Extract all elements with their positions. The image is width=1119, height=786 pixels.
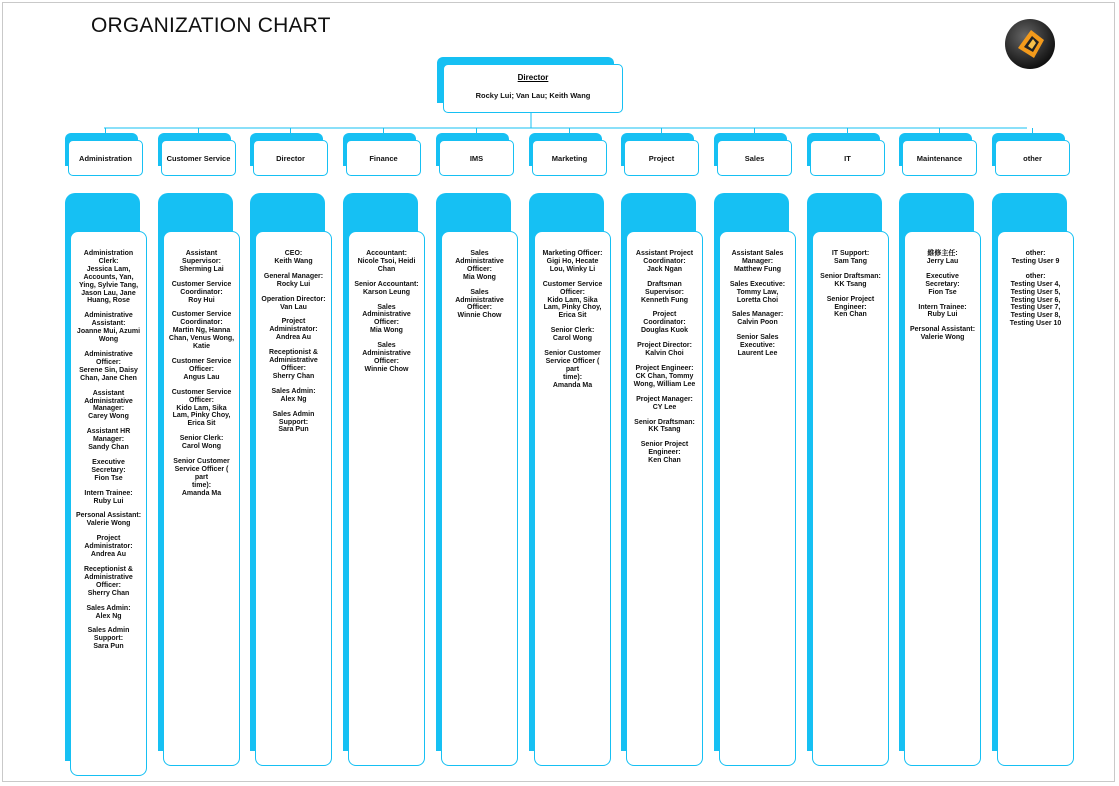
member-entry (909, 250, 976, 266)
member-entry (168, 458, 235, 498)
member-name: Sherming Lai (179, 265, 224, 273)
member-role: Personal Assistant: (909, 326, 976, 334)
member-entry (631, 342, 698, 358)
member-role: Intern Trainee: (84, 489, 133, 497)
member-name: Officer: (374, 319, 399, 327)
member-name: Huang, Rose (87, 297, 130, 305)
member-name: CK Chan, Tommy (635, 372, 694, 380)
member-name: Administrative (84, 573, 133, 581)
member-name: Officer: (189, 365, 214, 373)
member-role: Sales Executive: (729, 280, 786, 288)
member-entry (539, 327, 606, 343)
member-name: Angus Lau (183, 373, 220, 381)
member-name: Ruby Lui (927, 311, 958, 319)
member-entry (631, 419, 698, 435)
member-entry (75, 490, 142, 506)
member-name: Jessica Lam, (86, 265, 131, 273)
member-name: Valerie Wong (920, 334, 965, 342)
member-role: Senior Clerk: (179, 435, 224, 443)
member-entry (75, 428, 142, 452)
member-name: Support: (278, 418, 309, 426)
member-entry (909, 304, 976, 320)
member-name: Kenneth Fung (640, 296, 689, 304)
member-role: Intern Trainee: (918, 303, 967, 311)
member-entry (168, 358, 235, 382)
member-entry (909, 273, 976, 297)
member-entry (539, 350, 606, 390)
dept-header-label: Administration (79, 154, 132, 163)
member-name: Testing User 9 (1011, 257, 1060, 265)
member-entry (168, 435, 235, 451)
member-name: Sherry Chan (87, 589, 130, 597)
member-name: Manager: (92, 405, 125, 413)
member-name: Engineer: (648, 449, 681, 457)
member-name: KK Tsang (834, 280, 867, 288)
member-entry (631, 441, 698, 465)
member-role: Project Coordinator: (643, 311, 686, 327)
member-name: Fion Tse (94, 474, 123, 482)
dept-member-list-customer-service (163, 231, 240, 766)
member-role: Project Engineer: (635, 364, 694, 372)
member-name: Testing User 4, (1010, 280, 1061, 288)
member-role: Senior Accountant: (354, 280, 419, 288)
member-name: Mia Wong (370, 327, 403, 335)
member-role: Senior Customer (173, 458, 230, 466)
dept-member-list-it (812, 231, 889, 766)
member-entry (631, 365, 698, 389)
member-role: Draftsman (647, 280, 682, 288)
member-role: Senior Project (826, 295, 875, 303)
member-role: Assistant Sales (731, 250, 784, 257)
member-name: CY Lee (652, 403, 677, 411)
member-name: Nicole Tsoi, Heidi (357, 257, 416, 265)
member-name: Van Lau (280, 303, 307, 311)
member-role: Sales Admin (272, 410, 315, 418)
member-name: Loretta Choi (736, 296, 779, 304)
member-name: Alex Ng (95, 612, 122, 620)
member-entry (353, 250, 420, 274)
member-entry (168, 389, 235, 429)
member-role: Customer Service (542, 280, 603, 288)
member-entry (75, 605, 142, 621)
member-role: Assistant (92, 389, 125, 397)
member-role: Project Director: (637, 342, 692, 350)
dept-header-sales[interactable] (717, 140, 792, 176)
member-role: Project (96, 535, 121, 543)
dept-member-list-marketing (534, 231, 611, 766)
member-entry (260, 318, 327, 342)
member-role: Accountant: (366, 250, 407, 257)
dept-member-list-finance (348, 231, 425, 766)
member-entry (724, 281, 791, 305)
member-entry (75, 535, 142, 559)
dept-member-list-project (626, 231, 703, 766)
member-entry (75, 312, 142, 344)
dept-member-list-administration (70, 231, 147, 776)
member-name: Serene Sin, Daisy (79, 366, 138, 374)
member-name: Ken Chan (834, 311, 867, 319)
member-entry (75, 351, 142, 383)
member-name: Jerry Lau (926, 257, 959, 265)
member-entry (724, 250, 791, 274)
member-name: Ken Chan (648, 457, 681, 465)
member-role: Sales Administrative (362, 303, 411, 319)
member-name: Accounts, Yan, (83, 273, 134, 281)
member-name: Officer: (467, 304, 492, 312)
member-name: Carey Wong (88, 413, 129, 421)
member-name: Winnie Chow (457, 312, 502, 320)
member-name: Tommy Law, (736, 288, 779, 296)
member-name: Administrator: (84, 543, 133, 551)
member-role: other: (1025, 250, 1046, 257)
member-role: Receptionist & (83, 566, 133, 573)
member-entry (817, 273, 884, 289)
member-role: Sales Administrative (362, 342, 411, 358)
member-name: Testing User 10 (1009, 320, 1062, 328)
member-entry (724, 311, 791, 327)
member-role: General Manager: (263, 272, 324, 280)
member-role: Executive Secretary: (91, 458, 126, 474)
dept-header-label: Director (276, 154, 305, 163)
dept-header-label: Maintenance (916, 154, 963, 163)
member-role: Senior Customer (544, 350, 601, 358)
member-name: Supervisor: (182, 257, 221, 265)
member-name: Carol Wong (552, 335, 593, 343)
dept-header-label: Project (648, 154, 675, 163)
member-role: Executive Secretary: (925, 272, 960, 288)
member-entry (446, 250, 513, 282)
member-role: Operation Director: (261, 295, 326, 303)
member-role: Customer Service (171, 280, 232, 288)
member-role: Senior Draftsman: (634, 418, 695, 426)
member-name: time): (562, 373, 583, 381)
member-name: Testing User 8, (1010, 312, 1061, 320)
member-entry (724, 334, 791, 358)
dept-member-list-maintenance (904, 231, 981, 766)
member-name: Wong (98, 336, 119, 344)
member-name: Supervisor: (645, 288, 684, 296)
member-name: Assistant: (91, 320, 126, 328)
dept-header-project[interactable] (624, 140, 699, 176)
dept-header-label: Finance (369, 154, 398, 163)
member-name: Mia Wong (463, 273, 496, 281)
member-role: Administrative (84, 312, 133, 320)
member-entry (1002, 250, 1069, 266)
member-role: Project (281, 318, 306, 326)
dept-header-label: other (1023, 154, 1042, 163)
member-name: Lam, Pinky Choy, (543, 304, 602, 312)
member-name: Officer: (281, 364, 306, 372)
member-name: Karson Leung (362, 288, 411, 296)
dept-header-maintenance[interactable] (902, 140, 977, 176)
member-name: Andrea Au (275, 334, 312, 342)
member-name: Laurent Lee (737, 350, 778, 358)
member-name: Gigi Ho, Hecate (546, 257, 599, 265)
member-entry (75, 459, 142, 483)
member-entry (631, 250, 698, 274)
member-name: Officer: (374, 357, 399, 365)
dept-header-label: IMS (469, 154, 484, 163)
member-entry (260, 388, 327, 404)
member-name: Valerie Wong (86, 520, 131, 528)
member-role: Administration Clerk: (83, 250, 134, 265)
dept-header-marketing[interactable] (532, 140, 607, 176)
member-entry (631, 311, 698, 335)
dept-header-label: Marketing (551, 154, 588, 163)
member-name: Testing User 7, (1010, 304, 1061, 312)
member-name: Erica Sit (558, 312, 587, 320)
member-role: Project Manager: (636, 395, 693, 403)
member-name: time): (191, 481, 212, 489)
member-name: Roy Hui (188, 296, 215, 304)
member-name: Alex Ng (280, 395, 307, 403)
member-role: Senior Sales (736, 334, 779, 342)
member-name: Testing User 5, (1010, 288, 1061, 296)
member-role: Personal Assistant: (75, 512, 142, 520)
dept-header-ims[interactable] (439, 140, 514, 176)
member-role: Senior Project (640, 441, 689, 449)
member-name: Sandy Chan (88, 444, 129, 452)
member-role: Senior Clerk: (550, 327, 595, 335)
member-entry (260, 411, 327, 435)
dept-header-it[interactable] (810, 140, 885, 176)
dept-header-label: IT (844, 154, 851, 163)
member-name: Chan, Venus Wong, (168, 335, 235, 343)
member-name: Keith Wang (274, 257, 313, 265)
member-name: Coordinator: (643, 257, 686, 265)
member-entry (817, 296, 884, 320)
member-role: IT Support: (831, 250, 870, 257)
member-role: Assistant Project (635, 250, 694, 257)
member-name: Coordinator: (180, 288, 223, 296)
member-role: Customer Service (171, 311, 232, 319)
member-name: Jack Ngan (646, 265, 683, 273)
member-name: Kido Lam, Sika (547, 296, 598, 304)
member-name: Kido Lam, Sika (176, 404, 227, 412)
member-entry (168, 311, 235, 351)
member-role: Receptionist & (268, 349, 318, 357)
member-name: Chan (377, 265, 396, 273)
member-name: Calvin Poon (737, 319, 778, 327)
member-entry (260, 296, 327, 312)
dept-header-administration[interactable] (68, 140, 143, 176)
dept-header-finance[interactable] (346, 140, 421, 176)
member-name: Officer: (560, 288, 585, 296)
member-entry (168, 250, 235, 274)
member-entry (539, 250, 606, 274)
member-role: Senior Draftsman: (820, 272, 881, 280)
member-role: Customer Service (171, 388, 232, 396)
root-node-names: Rocky Lui; Van Lau; Keith Wang (475, 91, 591, 100)
member-entry (1002, 273, 1069, 328)
member-role: Sales Manager: (731, 311, 784, 319)
member-entry (75, 566, 142, 598)
member-entry (75, 390, 142, 422)
member-role: Sales Admin: (271, 387, 316, 395)
member-name: Service Officer ( part (545, 357, 600, 373)
member-name: Douglas Kuok (640, 327, 689, 335)
member-name: Lam, Pinky Choy, (172, 412, 231, 420)
member-name: Sam Tang (834, 257, 867, 265)
member-role: Assistant (185, 250, 218, 257)
dept-header-director[interactable] (253, 140, 328, 176)
member-role: Marketing Officer: (542, 250, 603, 257)
member-name: Lou, Winky Li (549, 265, 596, 273)
member-name: Ying, Sylvie Tang, (78, 281, 139, 289)
member-entry (446, 289, 513, 321)
member-name: Manager: (741, 257, 774, 265)
member-entry (75, 627, 142, 651)
member-name: Administrative (84, 397, 133, 405)
dept-header-other[interactable] (995, 140, 1070, 176)
member-name: Amanda Ma (181, 489, 222, 497)
member-name: KK Tsang (648, 426, 681, 434)
member-entry (353, 304, 420, 336)
member-name: Administrator: (269, 326, 318, 334)
member-name: Amanda Ma (552, 381, 593, 389)
member-role: Sales Admin (87, 627, 130, 635)
member-name: Martin Ng, Hanna (172, 327, 231, 335)
member-entry (260, 273, 327, 289)
member-name: Sara Pun (278, 426, 309, 434)
member-name: Coordinator: (180, 319, 223, 327)
dept-header-label: Sales (744, 154, 765, 163)
member-name: Erica Sit (187, 420, 216, 428)
member-name: Manager: (92, 436, 125, 444)
root-node-label: Director (517, 73, 549, 82)
member-name: Carol Wong (181, 443, 222, 451)
dept-header-label: Customer Service (166, 154, 231, 163)
member-entry (909, 326, 976, 342)
member-name: Support: (93, 635, 124, 643)
member-name: Winnie Chow (364, 365, 409, 373)
member-entry (631, 281, 698, 305)
member-entry (539, 281, 606, 321)
page-title: ORGANIZATION CHART (91, 14, 331, 37)
member-name: Testing User 6, (1010, 296, 1061, 304)
member-role: Assistant HR (86, 428, 131, 436)
dept-member-list-other (997, 231, 1074, 766)
member-name: Rocky Lui (276, 280, 311, 288)
dept-member-list-ims (441, 231, 518, 766)
member-name: Sherry Chan (272, 372, 315, 380)
dept-member-list-director (255, 231, 332, 766)
member-role: CEO: (284, 250, 303, 257)
member-name: Joanne Mui, Azumi (76, 328, 141, 336)
member-name: Kalvin Choi (645, 350, 684, 358)
member-role: Sales Admin: (86, 604, 131, 612)
member-name: Jason Lau, Jane (81, 289, 136, 297)
member-name: Sara Pun (93, 643, 124, 651)
member-entry (817, 250, 884, 266)
member-role: Customer Service (171, 357, 232, 365)
member-role: other: (1025, 272, 1046, 280)
member-name: Ruby Lui (93, 497, 124, 505)
root-node[interactable] (443, 64, 623, 113)
member-name: Matthew Fung (733, 265, 782, 273)
member-name: Chan, Jane Chen (80, 374, 137, 382)
dept-header-customer-service[interactable] (161, 140, 236, 176)
member-name: Administrative (269, 357, 318, 365)
member-role: 維修主任: (927, 250, 958, 257)
member-entry (75, 250, 142, 305)
member-role: Sales Administrative (455, 250, 504, 265)
member-name: Service Officer ( part (174, 465, 229, 481)
member-name: Officer: (96, 581, 121, 589)
member-name: Andrea Au (90, 551, 127, 559)
member-name: Katie (192, 343, 211, 351)
member-name: Engineer: (834, 303, 867, 311)
member-role: Sales Administrative (455, 288, 504, 304)
member-name: Officer: (189, 396, 214, 404)
member-name: Officer: (96, 358, 121, 366)
member-entry (260, 250, 327, 266)
member-entry (631, 396, 698, 412)
member-entry (168, 281, 235, 305)
member-role: Administrative (84, 350, 133, 358)
member-entry (260, 349, 327, 381)
member-name: Fion Tse (928, 288, 957, 296)
dept-member-list-sales (719, 231, 796, 766)
member-entry (353, 281, 420, 297)
member-name: Wong, William Lee (633, 380, 696, 388)
member-entry (353, 342, 420, 374)
member-name: Executive: (739, 342, 776, 350)
member-name: Officer: (467, 265, 492, 273)
member-entry (75, 512, 142, 528)
